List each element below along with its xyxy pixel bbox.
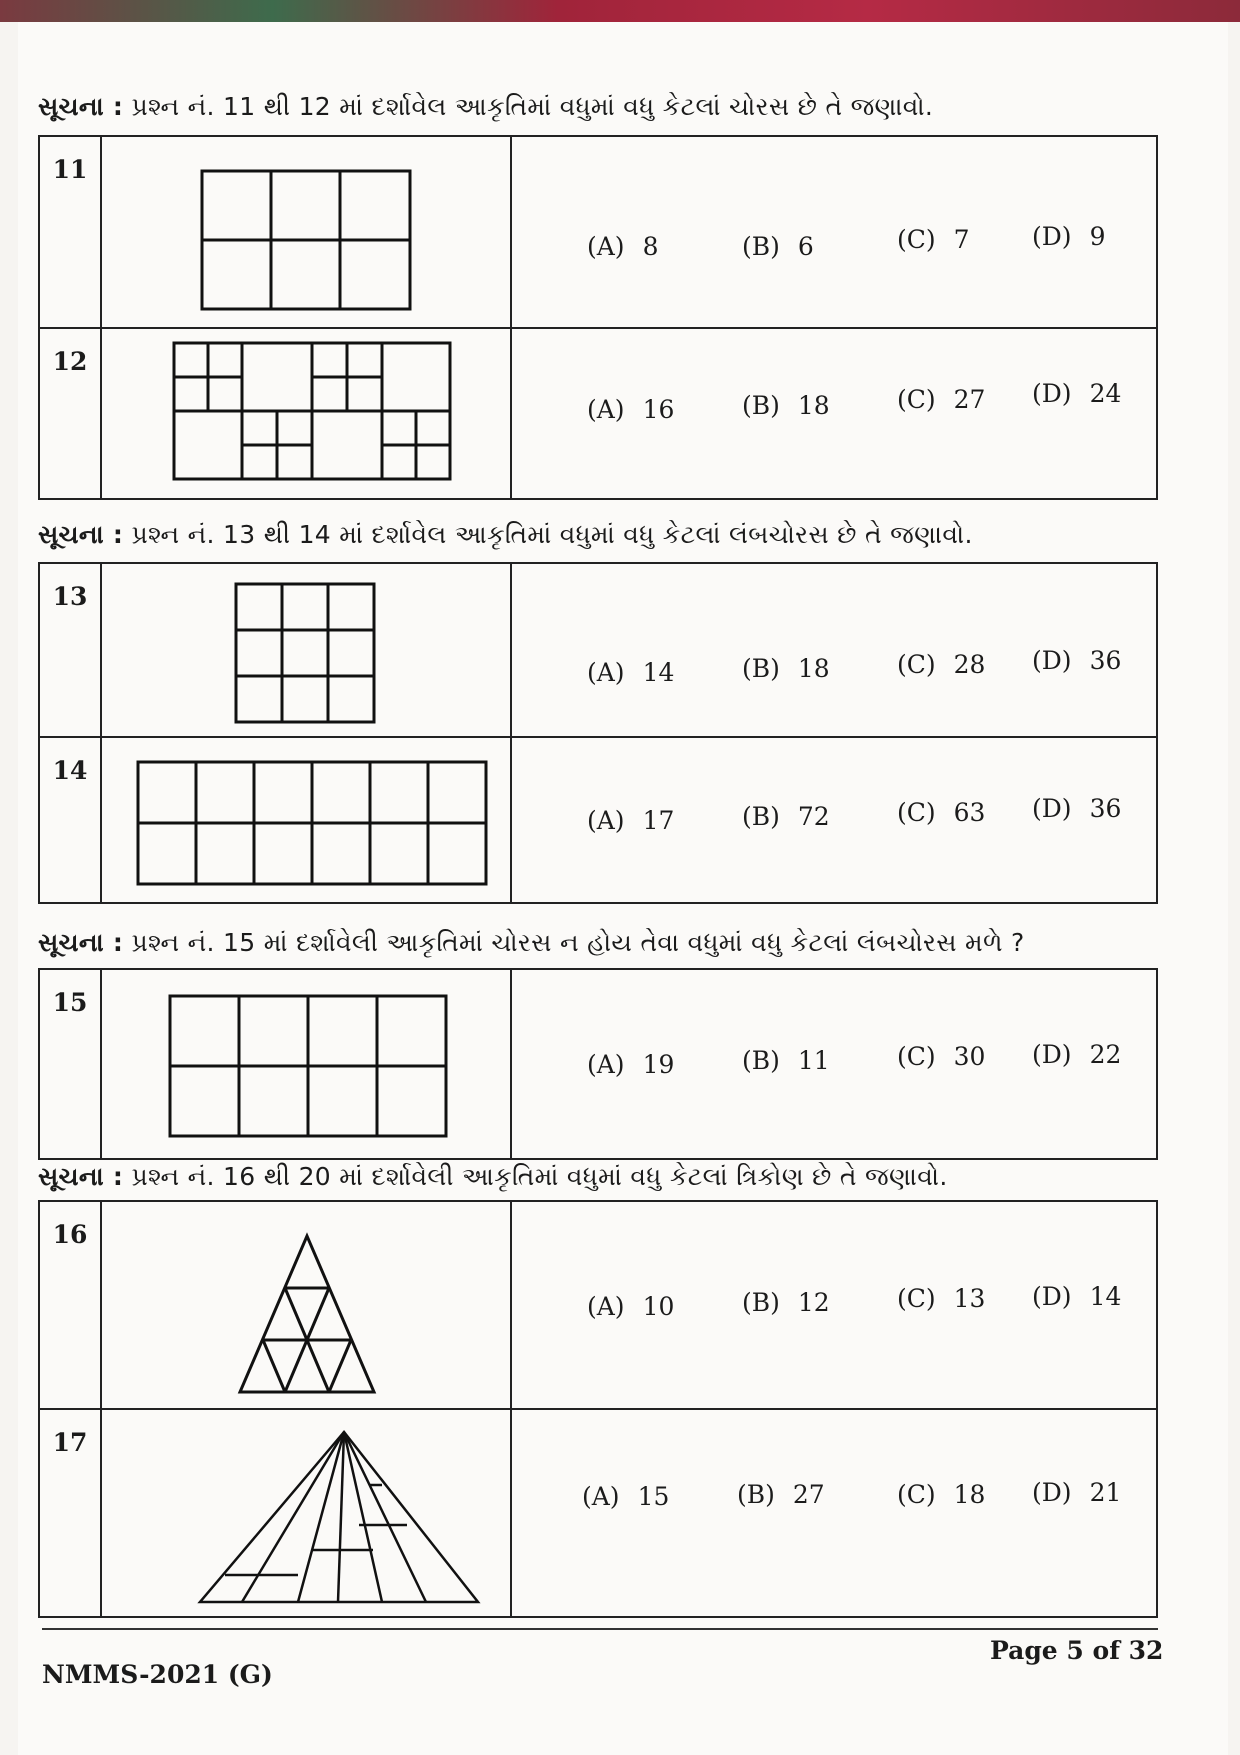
notice-text: પ્રશ્ન નં. 11 થી 12 માં દર્શાવેલ આકૃતિમાં વધુમાં વધુ કેટલાં ચોરસ છે તે જણાવો. (131, 92, 934, 121)
pyramid-figure (102, 1410, 510, 1616)
notice-label: સૂચના : (38, 928, 124, 957)
option-c[interactable]: (C) 27 (897, 385, 986, 414)
figure-q11 (102, 137, 512, 327)
option-a[interactable]: (A) 17 (587, 806, 675, 835)
question-table-triangles (38, 1200, 1158, 1618)
option-b[interactable]: (B) 6 (742, 232, 814, 261)
question-row-12 (40, 327, 1156, 498)
option-d[interactable]: (D) 36 (1032, 646, 1122, 675)
figure-q15 (102, 970, 512, 1158)
question-row-17 (40, 1408, 1156, 1616)
option-b[interactable]: (B) 18 (742, 391, 830, 420)
page-number: Page 5 of 32 (990, 1636, 1164, 1665)
question-row-11 (40, 137, 1156, 327)
option-d[interactable]: (D) 21 (1032, 1478, 1122, 1507)
option-b[interactable]: (B) 11 (742, 1046, 830, 1075)
option-c[interactable]: (C) 30 (897, 1042, 986, 1071)
question-row-13 (40, 564, 1156, 736)
question-table-rectangles (38, 562, 1158, 904)
page-top-edge (0, 0, 1240, 22)
question-number: 16 (40, 1202, 102, 1408)
options-q16 (512, 1202, 1156, 1408)
notice-text: પ્રશ્ન નં. 15 માં દર્શાવેલી આકૃતિમાં ચોરસ ન હોય તેવા વધુમાં વધુ કેટલાં લંબચોરસ મળે ? (131, 928, 1025, 957)
grid-figure-3x3 (102, 564, 510, 734)
option-a[interactable]: (A) 19 (587, 1050, 675, 1079)
exam-code: NMMS-2021 (G) (42, 1660, 273, 1689)
question-row-15 (40, 970, 1156, 1158)
notice-label: સૂચના : (38, 1162, 124, 1191)
options-q12 (512, 329, 1156, 498)
option-a[interactable]: (A) 10 (587, 1292, 675, 1321)
notice-q13-14 (38, 520, 973, 550)
options-q17 (512, 1410, 1156, 1616)
triangle-grid-figure (102, 1202, 510, 1406)
options-q11 (512, 137, 1156, 327)
option-d[interactable]: (D) 36 (1032, 794, 1122, 823)
option-b[interactable]: (B) 27 (737, 1480, 825, 1509)
option-d[interactable]: (D) 9 (1032, 222, 1106, 251)
option-a[interactable]: (A) 8 (587, 232, 659, 261)
option-a[interactable]: (A) 16 (587, 395, 675, 424)
option-d[interactable]: (D) 24 (1032, 379, 1122, 408)
notice-q16-20 (38, 1162, 948, 1192)
figure-q14 (102, 738, 512, 902)
question-table-squares (38, 135, 1158, 500)
question-row-16 (40, 1202, 1156, 1408)
option-c[interactable]: (C) 18 (897, 1480, 986, 1509)
figure-q17 (102, 1410, 512, 1616)
question-row-14 (40, 736, 1156, 902)
option-b[interactable]: (B) 72 (742, 802, 830, 831)
nested-squares-figure (102, 329, 510, 497)
notice-label: સૂચના : (38, 520, 124, 549)
question-number: 14 (40, 738, 102, 902)
options-q13 (512, 564, 1156, 736)
option-d[interactable]: (D) 22 (1032, 1040, 1122, 1069)
notice-q15 (38, 928, 1025, 958)
option-c[interactable]: (C) 13 (897, 1284, 986, 1313)
notice-text: પ્રશ્ન નં. 16 થી 20 માં દર્શાવેલી આકૃતિમાં વધુમાં વધુ કેટલાં ત્રિકોણ છે તે જણાવો. (131, 1162, 948, 1191)
figure-q16 (102, 1202, 512, 1408)
question-number: 13 (40, 564, 102, 736)
question-number: 15 (40, 970, 102, 1158)
question-number: 17 (40, 1410, 102, 1616)
option-c[interactable]: (C) 7 (897, 225, 970, 254)
options-q14 (512, 738, 1156, 902)
grid-figure-2x6 (102, 738, 510, 902)
option-c[interactable]: (C) 28 (897, 650, 986, 679)
question-number: 11 (40, 137, 102, 327)
option-a[interactable]: (A) 14 (587, 658, 675, 687)
grid-figure-2x4 (102, 970, 510, 1156)
footer-divider (42, 1628, 1158, 1630)
notice-q11-12 (38, 92, 933, 122)
option-b[interactable]: (B) 18 (742, 654, 830, 683)
figure-q13 (102, 564, 512, 736)
question-table-non-square-rectangles (38, 968, 1158, 1160)
notice-label: સૂચના : (38, 92, 124, 121)
option-a[interactable]: (A) 15 (582, 1482, 670, 1511)
option-b[interactable]: (B) 12 (742, 1288, 830, 1317)
question-number: 12 (40, 329, 102, 498)
options-q15 (512, 970, 1156, 1158)
grid-figure-2x3 (102, 137, 510, 325)
option-d[interactable]: (D) 14 (1032, 1282, 1122, 1311)
notice-text: પ્રશ્ન નં. 13 થી 14 માં દર્શાવેલ આકૃતિમાં વધુમાં વધુ કેટલાં લંબચોરસ છે તે જણાવો. (131, 520, 973, 549)
figure-q12 (102, 329, 512, 498)
option-c[interactable]: (C) 63 (897, 798, 986, 827)
